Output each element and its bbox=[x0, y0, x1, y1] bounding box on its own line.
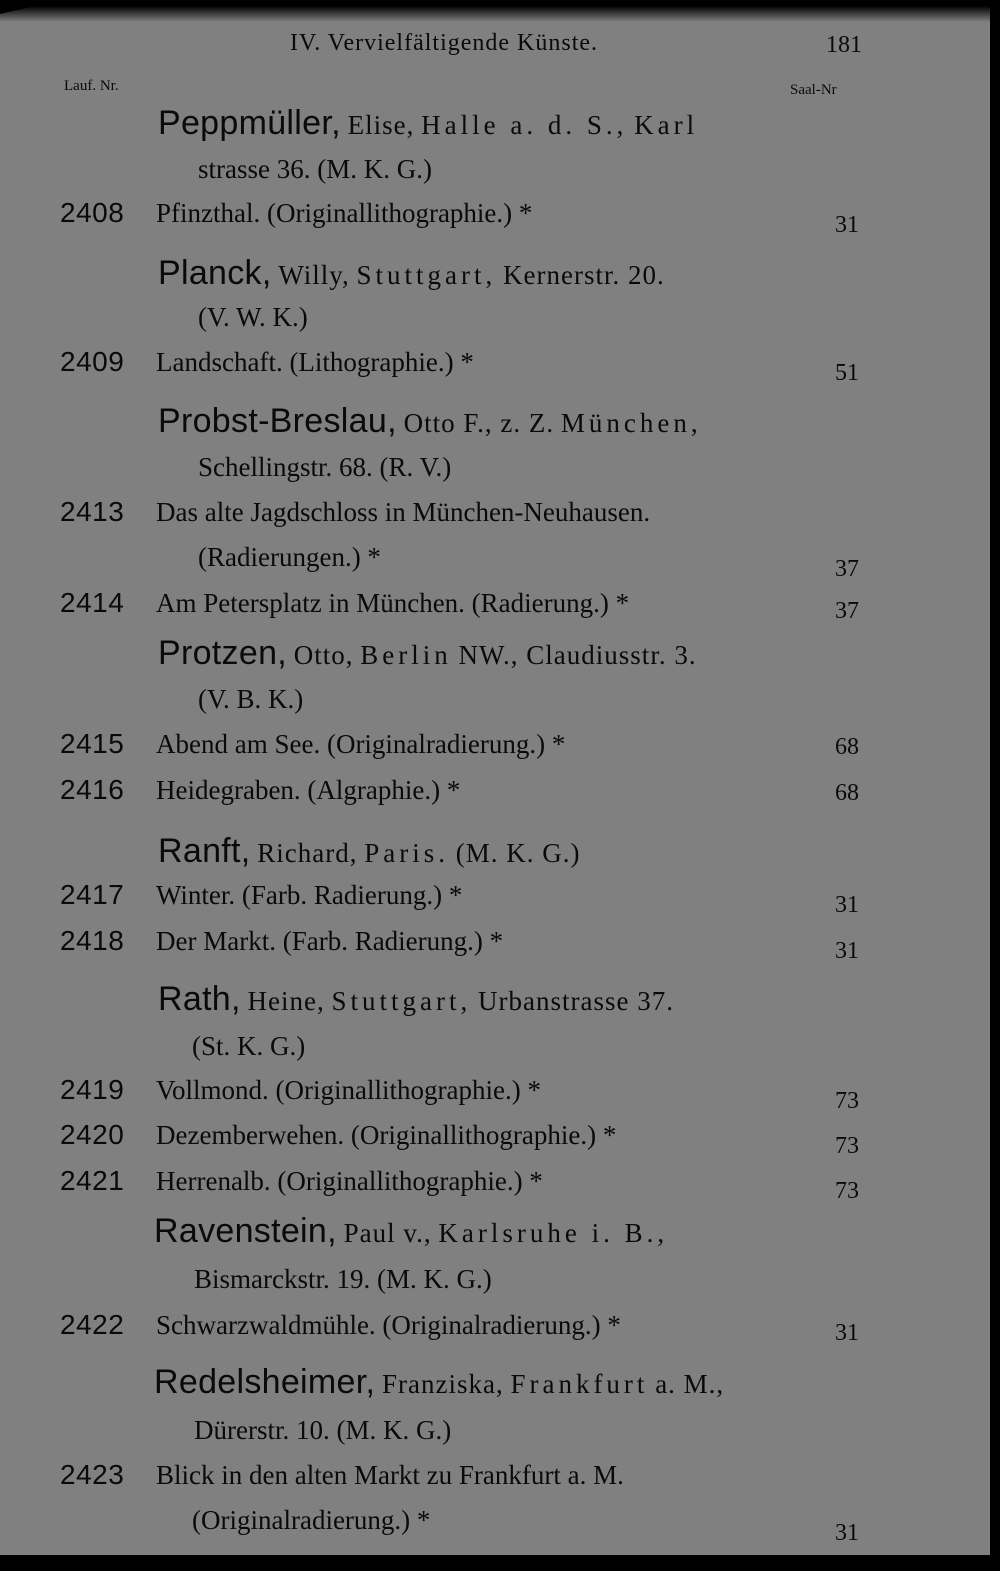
artist-name: Redelsheimer, bbox=[154, 1363, 376, 1401]
artist-heading: Ranft, Richard, Paris. (M. K. G.) bbox=[158, 832, 581, 870]
column-header-lauf-nr: Lauf. Nr. bbox=[64, 78, 119, 94]
entry-title: Herrenalb. (Originallithographie.) * bbox=[156, 1166, 543, 1196]
artist-heading: Rath, Heine, Stuttgart, Urbanstrasse 37. bbox=[158, 980, 674, 1018]
entry-title: Das alte Jagdschloss in München-Neuhausen. bbox=[156, 497, 651, 527]
entry-title: Landschaft. (Lithographie.) * bbox=[156, 347, 474, 377]
artist-heading: Redelsheimer, Franziska, Frankfurt a. M., bbox=[154, 1363, 725, 1401]
entry-title: Pfinzthal. (Originallithographie.) * bbox=[156, 198, 533, 228]
lauf-number: 2422 bbox=[60, 1309, 125, 1340]
page-number: 181 bbox=[826, 32, 862, 58]
artist-heading: Probst-Breslau, Otto F., z. Z. München, bbox=[158, 402, 702, 440]
entry-title-continuation: (Originalradierung.) * bbox=[192, 1505, 431, 1535]
artist-heading: Peppmüller, Elise, Halle a. d. S., Karl bbox=[158, 104, 699, 142]
artist-address: Schellingstr. 68. (R. V.) bbox=[198, 452, 452, 482]
catalog-entry bbox=[60, 1073, 541, 1107]
artist-address: (V. B. K.) bbox=[198, 684, 304, 714]
artist-name: Planck, bbox=[158, 254, 272, 292]
lauf-number: 2414 bbox=[60, 587, 125, 618]
catalog-entry bbox=[60, 924, 503, 958]
artist-heading: Ravenstein, Paul v., Karlsruhe i. B., bbox=[154, 1212, 669, 1250]
artist-name: Protzen, bbox=[158, 634, 288, 672]
scan-edge-top bbox=[0, 0, 1000, 22]
lauf-number: 2408 bbox=[60, 197, 125, 228]
lauf-number: 2418 bbox=[60, 925, 125, 956]
saal-number: 73 bbox=[835, 1088, 859, 1114]
saal-number: 31 bbox=[835, 212, 859, 238]
lauf-number: 2420 bbox=[60, 1119, 125, 1150]
entry-title: Vollmond. (Originallithographie.) * bbox=[156, 1075, 541, 1105]
lauf-number: 2419 bbox=[60, 1074, 125, 1105]
artist-name: Ranft, bbox=[158, 832, 251, 870]
artist-address: strasse 36. (M. K. G.) bbox=[198, 154, 432, 184]
lauf-number: 2413 bbox=[60, 496, 125, 527]
catalog-entry bbox=[60, 878, 462, 912]
lauf-number: 2409 bbox=[60, 346, 125, 377]
saal-number: 31 bbox=[835, 1520, 859, 1546]
entry-title: Am Petersplatz in München. (Radierung.) * bbox=[156, 588, 630, 618]
entry-title: Abend am See. (Originalradierung.) * bbox=[156, 729, 566, 759]
artist-address: (St. K. G.) bbox=[192, 1031, 306, 1061]
catalog-entry bbox=[60, 773, 460, 807]
artist-name: Ravenstein, bbox=[154, 1212, 337, 1250]
scan-edge-bottom bbox=[0, 1555, 1000, 1571]
scan-edge-right bbox=[990, 0, 1000, 1571]
saal-number: 73 bbox=[835, 1178, 859, 1204]
entry-title: Heidegraben. (Algraphie.) * bbox=[156, 775, 461, 805]
saal-number: 31 bbox=[835, 1320, 859, 1346]
artist-address: Dürerstr. 10. (M. K. G.) bbox=[194, 1415, 452, 1445]
lauf-number: 2421 bbox=[60, 1165, 125, 1196]
saal-number: 73 bbox=[835, 1133, 859, 1159]
artist-name: Peppmüller, bbox=[158, 104, 341, 142]
catalog-entry bbox=[60, 1164, 543, 1198]
saal-number: 68 bbox=[835, 734, 859, 760]
catalog-entry bbox=[60, 345, 474, 379]
entry-title-continuation: (Radierungen.) * bbox=[198, 542, 381, 572]
catalog-entry bbox=[60, 495, 650, 529]
column-header-saal-nr: Saal-Nr bbox=[790, 82, 837, 98]
artist-name: Probst-Breslau, bbox=[158, 402, 397, 440]
entry-title: Schwarzwaldmühle. (Originalradierung.) * bbox=[156, 1310, 621, 1340]
artist-heading: Planck, Willy, Stuttgart, Kernerstr. 20. bbox=[158, 254, 665, 292]
lauf-number: 2416 bbox=[60, 774, 125, 805]
saal-number: 37 bbox=[835, 556, 859, 582]
entry-title: Blick in den alten Markt zu Frankfurt a. M. bbox=[156, 1460, 624, 1490]
saal-number: 37 bbox=[835, 598, 859, 624]
entry-title: Dezemberwehen. (Originallithographie.) * bbox=[156, 1120, 617, 1150]
catalog-entry bbox=[60, 1458, 624, 1492]
lauf-number: 2423 bbox=[60, 1459, 125, 1490]
lauf-number: 2415 bbox=[60, 728, 125, 759]
entry-title: Der Markt. (Farb. Radierung.) * bbox=[156, 926, 504, 956]
artist-heading: Protzen, Otto, Berlin NW., Claudiusstr. 3. bbox=[158, 634, 697, 672]
saal-number: 68 bbox=[835, 780, 859, 806]
artist-address: (V. W. K.) bbox=[198, 302, 308, 332]
entry-title: Winter. (Farb. Radierung.) * bbox=[156, 880, 463, 910]
saal-number: 51 bbox=[835, 360, 859, 386]
running-head: IV. Vervielfältigende Künste. bbox=[290, 30, 599, 56]
catalog-entry bbox=[60, 727, 565, 761]
lauf-number: 2417 bbox=[60, 879, 125, 910]
catalog-entry bbox=[60, 1118, 616, 1152]
catalog-entry bbox=[60, 196, 532, 230]
saal-number: 31 bbox=[835, 938, 859, 964]
artist-address: Bismarckstr. 19. (M. K. G.) bbox=[194, 1264, 492, 1294]
artist-name: Rath, bbox=[158, 980, 241, 1018]
catalog-entry bbox=[60, 1308, 621, 1342]
catalog-entry bbox=[60, 586, 629, 620]
saal-number: 31 bbox=[835, 892, 859, 918]
